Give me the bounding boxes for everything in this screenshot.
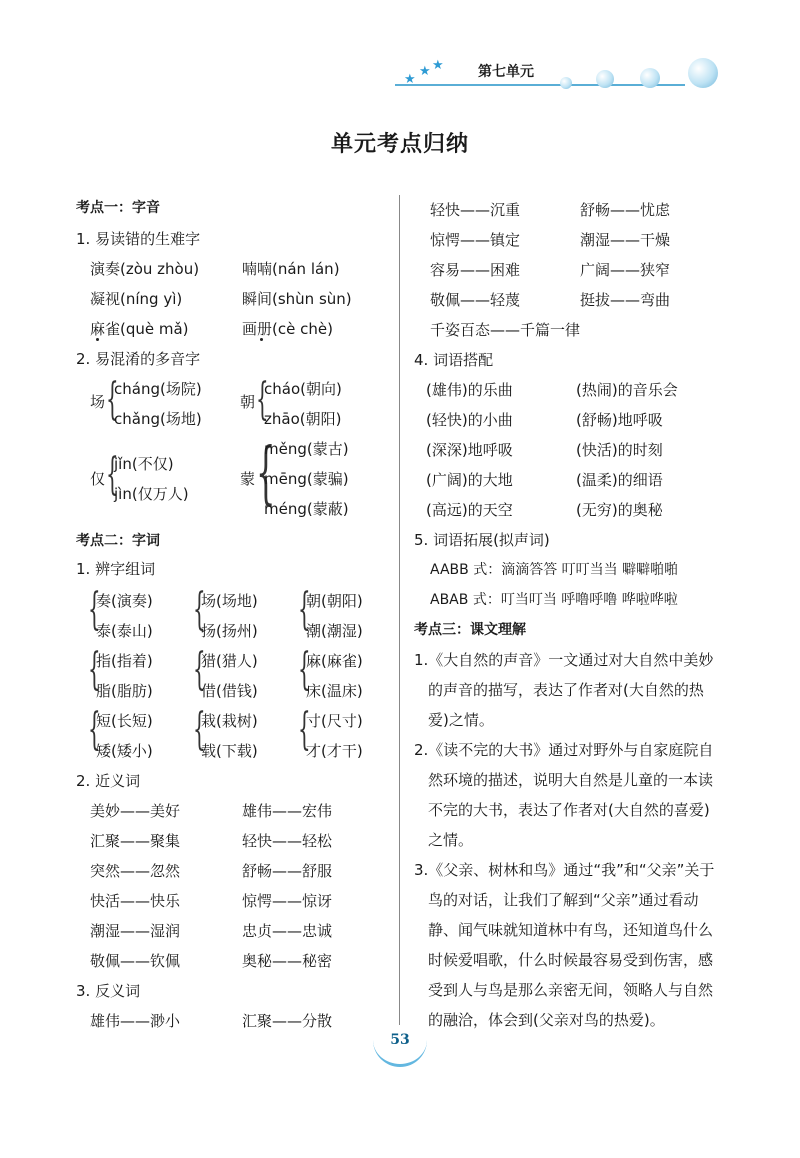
pinyin-item: 喃喃(nán lán) — [242, 260, 340, 278]
collocation-item: (温柔)的细语 — [576, 471, 663, 489]
polyphone-reading: chǎng(场地) — [114, 410, 202, 428]
brace-icon: { — [106, 449, 119, 500]
synonym-pair: 潮湿——湿润 — [90, 922, 181, 940]
paragraph-line: 鸟的对话，让我们了解到“父亲”通过看动 — [428, 891, 699, 909]
section-title: 考点二：字词 — [76, 533, 160, 549]
antonym-pair: 千姿百态——千篇一律 — [430, 321, 581, 339]
synonym-pair: 美妙——美好 — [90, 802, 181, 820]
antonym-pair: 舒畅——忧虑 — [580, 201, 671, 219]
antonym-pair: 挺拔——弯曲 — [580, 291, 671, 309]
word-group-item: 泰(泰山) — [96, 622, 153, 640]
antonym-pair: 容易——困难 — [430, 261, 521, 279]
brace-icon: { — [298, 704, 311, 755]
collocation-item: (无穷)的奥秘 — [576, 501, 663, 519]
question-heading: 1. 易读错的生难字 — [76, 230, 201, 248]
pinyin-item: 麻雀(què mǎ) — [90, 320, 189, 338]
collocation-item: (热闹)的音乐会 — [576, 381, 678, 399]
brace-icon: { — [106, 374, 119, 425]
word-group-item: 才(才干) — [306, 742, 363, 760]
polyphone-reading: cháo(朝向) — [264, 380, 342, 398]
question-heading: 2. 易混淆的多音字 — [76, 350, 201, 368]
collocation-item: (高远)的天空 — [426, 501, 513, 519]
brace-icon: { — [256, 434, 276, 513]
bubble-icon — [560, 77, 572, 89]
antonym-pair: 轻快——沉重 — [430, 201, 521, 219]
synonym-pair: 突然——忽然 — [90, 862, 181, 880]
synonym-pair: 快活——快乐 — [90, 892, 181, 910]
paragraph-line: 受到人与鸟是那么亲密无间，领略人与自然 — [428, 981, 714, 999]
bubble-icon — [688, 58, 718, 88]
question-heading: 1. 辨字组词 — [76, 560, 156, 578]
word-group-item: 扬(扬州) — [201, 622, 258, 640]
polyphone-reading: cháng(场院) — [114, 380, 202, 398]
word-group-item: 床(温床) — [306, 682, 363, 700]
onomatopoeia-row: AABB 式：滴滴答答 叮叮当当 噼噼啪啪 — [430, 562, 679, 578]
synonym-pair: 舒畅——舒服 — [242, 862, 333, 880]
paragraph-line: 然环境的描述，说明大自然是儿童的一本读 — [428, 771, 714, 789]
paragraph-line: 1.《大自然的声音》一文通过对大自然中美妙 — [414, 651, 714, 669]
polyphone-reading: méng(蒙蔽) — [264, 500, 349, 518]
polyphone-char: 蒙 — [240, 470, 256, 488]
paragraph-line: 时候爱唱歌，什么时候最容易受到伤害，感 — [428, 951, 714, 969]
word-group-item: 载(下载) — [201, 742, 258, 760]
column-divider — [399, 195, 400, 1025]
polyphone-reading: měng(蒙古) — [264, 440, 349, 458]
brace-icon: { — [88, 584, 101, 635]
paragraph-line: 爱)之情。 — [428, 711, 494, 729]
paragraph-line: 的融洽，体会到(父亲对鸟的热爱)。 — [428, 1011, 665, 1029]
emphasis-dot — [96, 338, 99, 341]
word-group-item: 朝(朝阳) — [306, 592, 363, 610]
question-heading: 5. 词语拓展(拟声词) — [414, 531, 550, 549]
polyphone-reading: jǐn(不仅) — [114, 455, 174, 473]
synonym-pair: 惊愕——惊讶 — [242, 892, 333, 910]
pinyin-item: 画册(cè chè) — [242, 320, 333, 338]
question-heading: 3. 反义词 — [76, 982, 141, 1000]
antonym-pair: 惊愕——镇定 — [430, 231, 521, 249]
paragraph-line: 不完的大书，表达了作者对(大自然的喜爱) — [428, 801, 710, 819]
page-number: 53 — [390, 1032, 410, 1048]
pinyin-item: 演奏(zòu zhòu) — [90, 260, 200, 278]
synonym-pair: 敬佩——钦佩 — [90, 952, 181, 970]
collocation-item: (雄伟)的乐曲 — [426, 381, 513, 399]
bubble-icon — [596, 70, 614, 88]
question-heading: 2. 近义词 — [76, 772, 141, 790]
paragraph-line: 静、闻气味就知道林中有鸟，还知道鸟什么 — [428, 921, 714, 939]
brace-icon: { — [256, 374, 269, 425]
emphasis-dot — [260, 338, 263, 341]
polyphone-char: 朝 — [240, 393, 256, 411]
polyphone-reading: jìn(仅万人) — [114, 485, 189, 503]
paragraph-line: 2.《读不完的大书》通过对野外与自家庭院自 — [414, 741, 714, 759]
onomatopoeia-row: ABAB 式：叮当叮当 呼噜呼噜 哗啦哗啦 — [430, 592, 678, 608]
collocation-item: (快活)的时刻 — [576, 441, 663, 459]
collocation-item: (轻快)的小曲 — [426, 411, 513, 429]
page-title: 单元考点归纳 — [330, 131, 469, 157]
paragraph-line: 的声音的描写，表达了作者对(大自然的热 — [428, 681, 704, 699]
paragraph-line: 3.《父亲、树林和鸟》通过“我”和“父亲”关于 — [414, 861, 715, 879]
brace-icon: { — [88, 644, 101, 695]
section-title: 考点一：字音 — [76, 200, 160, 216]
antonym-pair: 汇聚——分散 — [242, 1012, 333, 1030]
word-group-item: 潮(潮湿) — [306, 622, 363, 640]
synonym-pair: 奥秘——秘密 — [242, 952, 333, 970]
antonym-pair: 广阔——狭窄 — [580, 261, 671, 279]
brace-icon: { — [193, 584, 206, 635]
synonym-pair: 轻快——轻松 — [242, 832, 333, 850]
pinyin-item: 凝视(níng yì) — [90, 290, 183, 308]
collocation-item: (深深)地呼吸 — [426, 441, 513, 459]
antonym-pair: 潮湿——干燥 — [580, 231, 671, 249]
brace-icon: { — [88, 704, 101, 755]
brace-icon: { — [193, 704, 206, 755]
brace-icon: { — [193, 644, 206, 695]
synonym-pair: 汇聚——聚集 — [90, 832, 181, 850]
polyphone-char: 场 — [90, 393, 106, 411]
unit-label: 第七单元 — [478, 64, 534, 80]
antonym-pair: 雄伟——渺小 — [90, 1012, 181, 1030]
star-icon: ★ — [432, 58, 444, 73]
antonym-pair: 敬佩——轻蔑 — [430, 291, 521, 309]
pinyin-item: 瞬间(shùn sùn) — [242, 290, 352, 308]
word-group-item: 借(借钱) — [201, 682, 258, 700]
word-group-item: 栽(栽树) — [201, 712, 258, 730]
polyphone-reading: zhāo(朝阳) — [264, 410, 342, 428]
synonym-pair: 忠贞——忠诚 — [242, 922, 333, 940]
star-icon: ★ — [419, 64, 431, 79]
synonym-pair: 雄伟——宏伟 — [242, 802, 333, 820]
word-group-item: 麻(麻雀) — [306, 652, 363, 670]
word-group-item: 场(场地) — [201, 592, 258, 610]
bubble-icon — [640, 68, 660, 88]
word-group-item: 脂(脂肪) — [96, 682, 153, 700]
brace-icon: { — [298, 584, 311, 635]
polyphone-reading: mēng(蒙骗) — [264, 470, 349, 488]
word-group-item: 寸(尺寸) — [306, 712, 363, 730]
word-group-item: 猎(猎人) — [201, 652, 258, 670]
collocation-item: (舒畅)地呼吸 — [576, 411, 663, 429]
polyphone-char: 仅 — [90, 470, 106, 488]
question-heading: 4. 词语搭配 — [414, 351, 494, 369]
section-title: 考点三：课文理解 — [414, 622, 526, 638]
star-icon: ★ — [404, 72, 416, 87]
word-group-item: 短(长短) — [96, 712, 153, 730]
collocation-item: (广阔)的大地 — [426, 471, 513, 489]
brace-icon: { — [298, 644, 311, 695]
word-group-item: 指(指着) — [96, 652, 153, 670]
word-group-item: 矮(矮小) — [96, 742, 153, 760]
word-group-item: 奏(演奏) — [96, 592, 153, 610]
paragraph-line: 之情。 — [428, 831, 474, 849]
